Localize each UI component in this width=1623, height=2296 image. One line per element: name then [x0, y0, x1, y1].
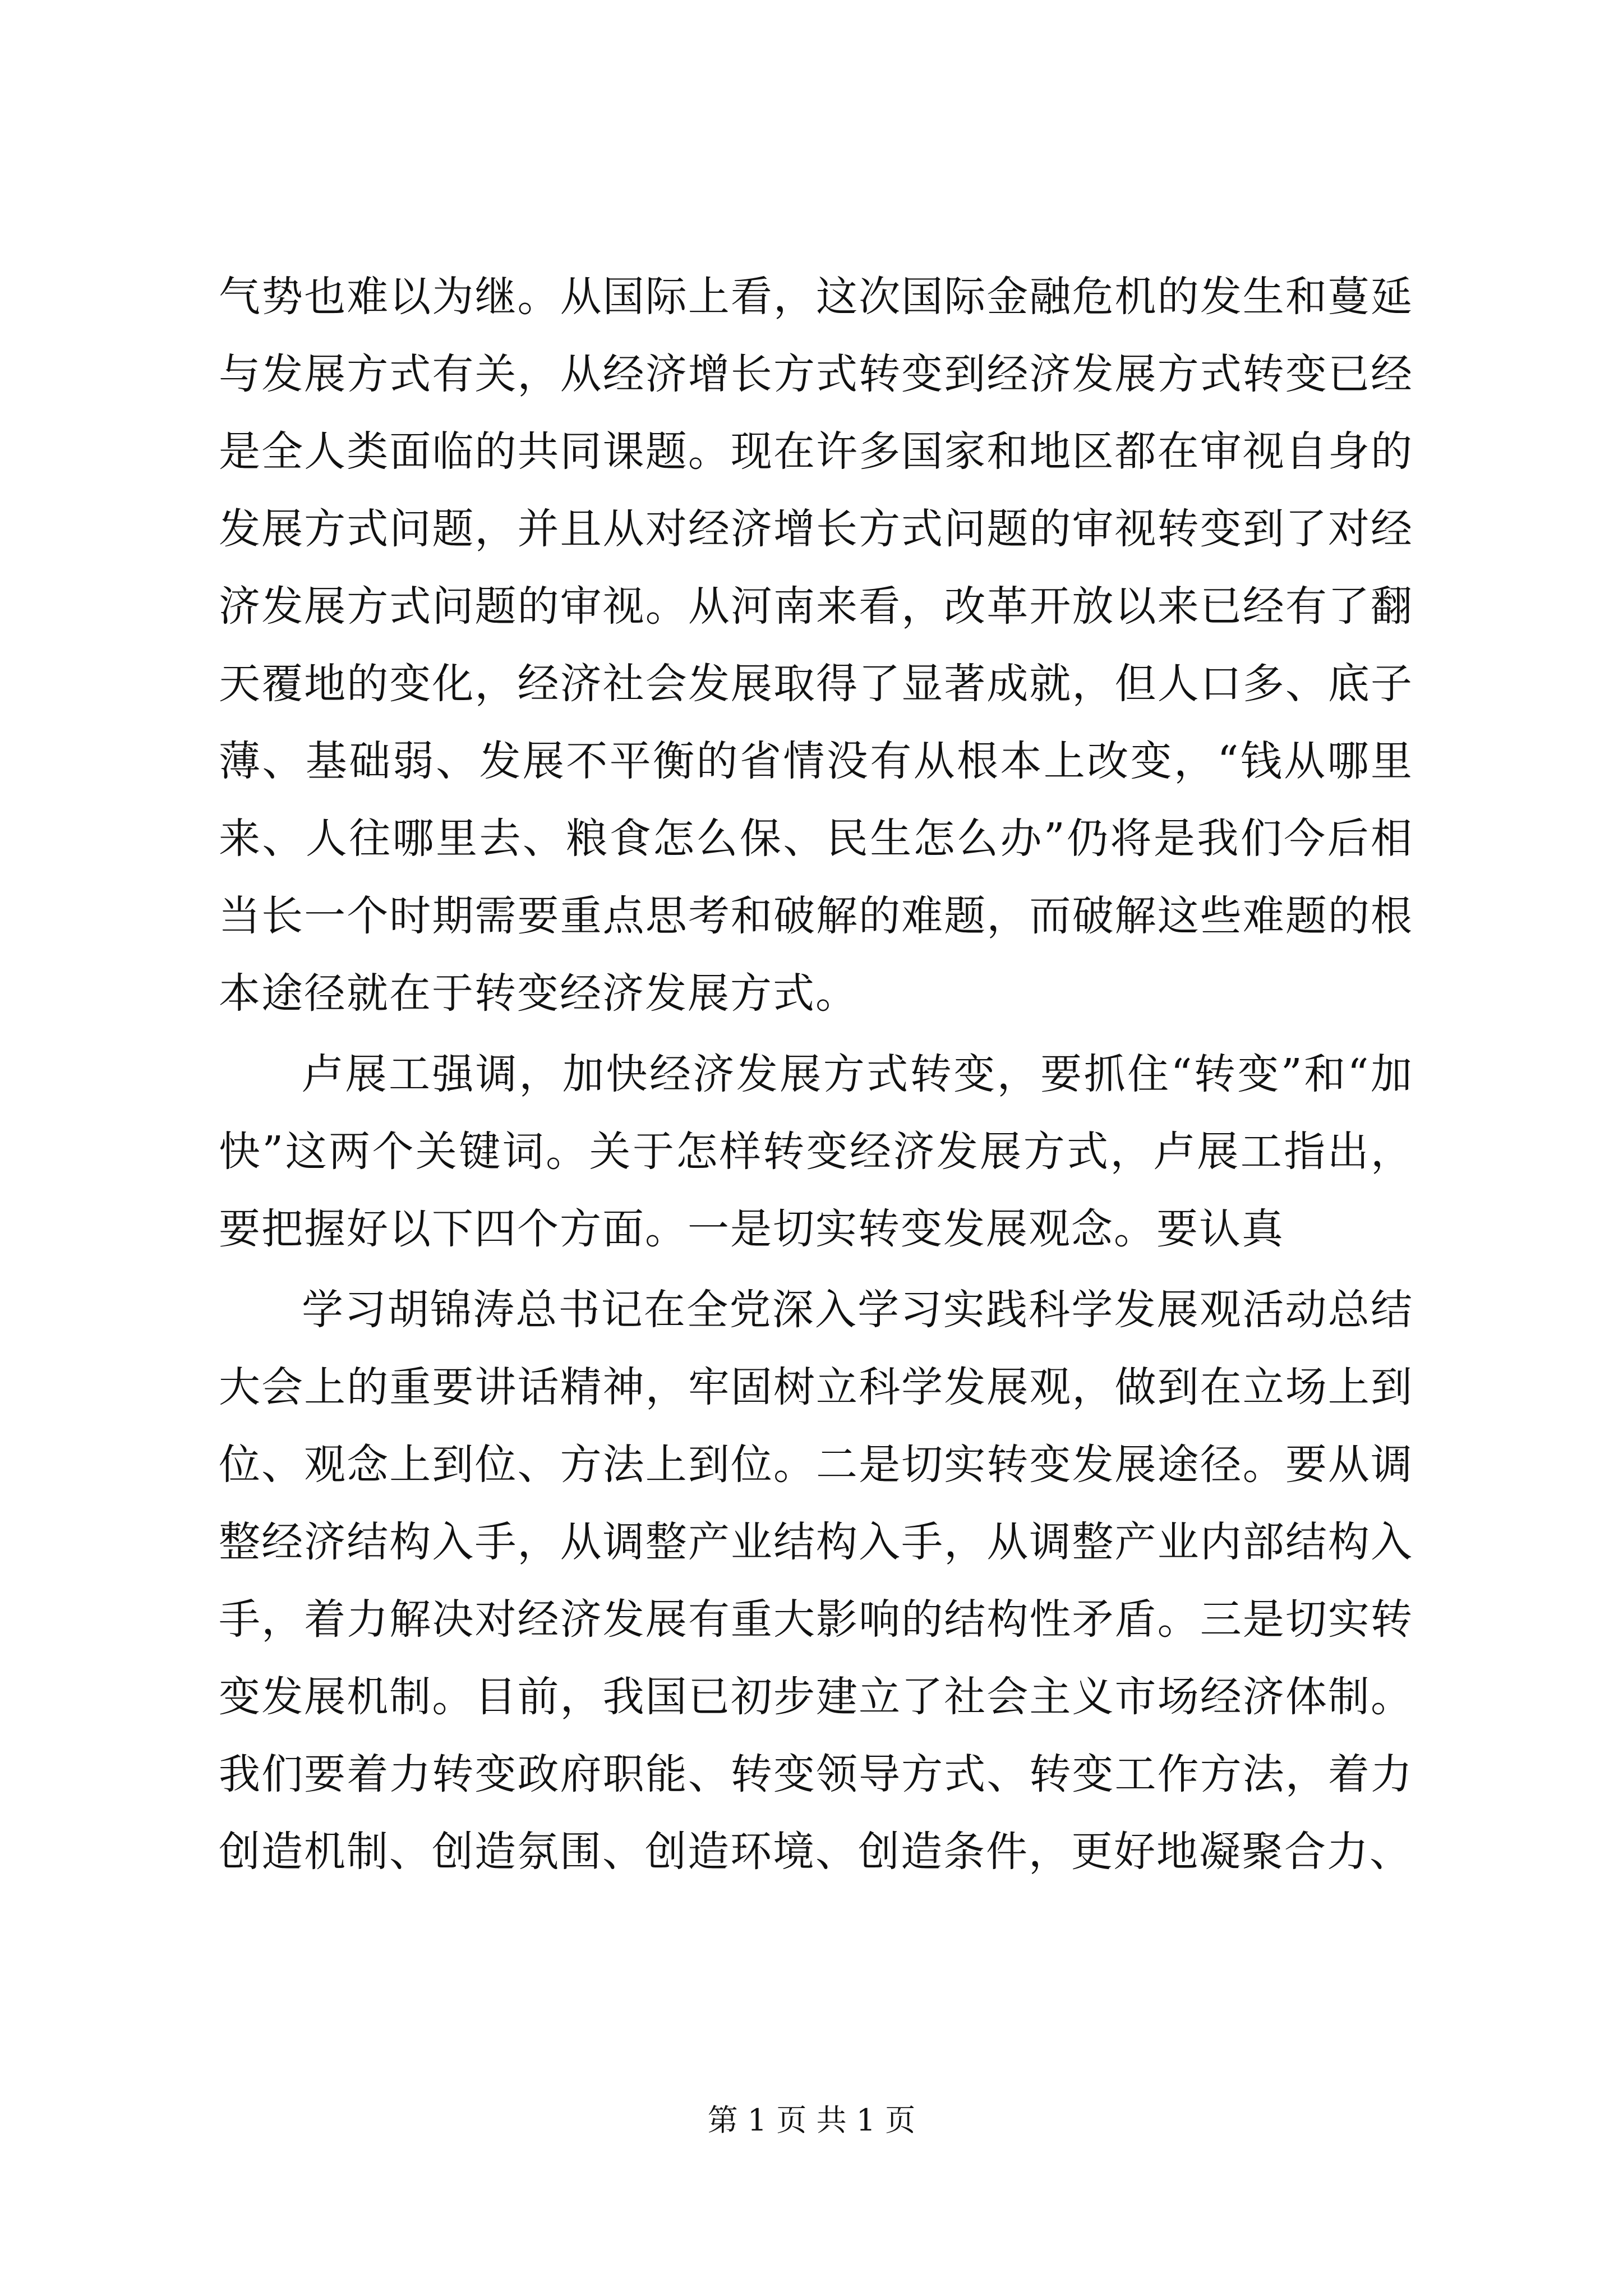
- document-body: [219, 258, 1413, 1890]
- paragraph-2: 卢展工强调，加快经济发展方式转变，要抓住“转变”和“加快”这两个关键词。关于怎样转变经济发展方式，卢展工指出，要把握好以下四个方面。一是切实转变发展观念。要认真: [219, 1050, 1413, 1253]
- paragraph-3: 学习胡锦涛总书记在全党深入学习实践科学发展观活动总结大会上的重要讲话精神，牢固树立科学发展观，做到在立场上到位、观念上到位、方法上到位。二是切实转变发展途径。要从调整经济结构入手，从调整产业结构入手，从调整产业内部结构入手，着力解决对经济发展有重大影响的结构性矛盾。三是切实转变发展机制。目前，我国已初步建立了社会主义市场经济体制。我们要着力转变政府职能、转变领导方式、转变工作方法，着力创造机制、创造氛围、创造环境、创造条件，更好地凝聚合力、: [219, 1286, 1413, 1876]
- page-footer: 第 1 页 共 1 页: [707, 2102, 916, 2138]
- paragraph-1: 气势也难以为继。从国际上看，这次国际金融危机的发生和蔓延与发展方式有关，从经济增长方式转变到经济发展方式转变已经是全人类面临的共同课题。现在许多国家和地区都在审视自身的发展方式问题，并且从对经济增长方式问题的审视转变到了对经济发展方式问题的审视。从河南来看，改革开放以来已经有了翻天覆地的变化，经济社会发展取得了显著成就，但人口多、底子薄、基础弱、发展不平衡的省情没有从根本上改变，“钱从哪里来、人往哪里去、粮食怎么保、民生怎么办”仍将是我们今后相当长一个时期需要重点思考和破解的难题，而破解这些难题的根本途径就在于转变经济发展方式。: [219, 273, 1413, 1018]
